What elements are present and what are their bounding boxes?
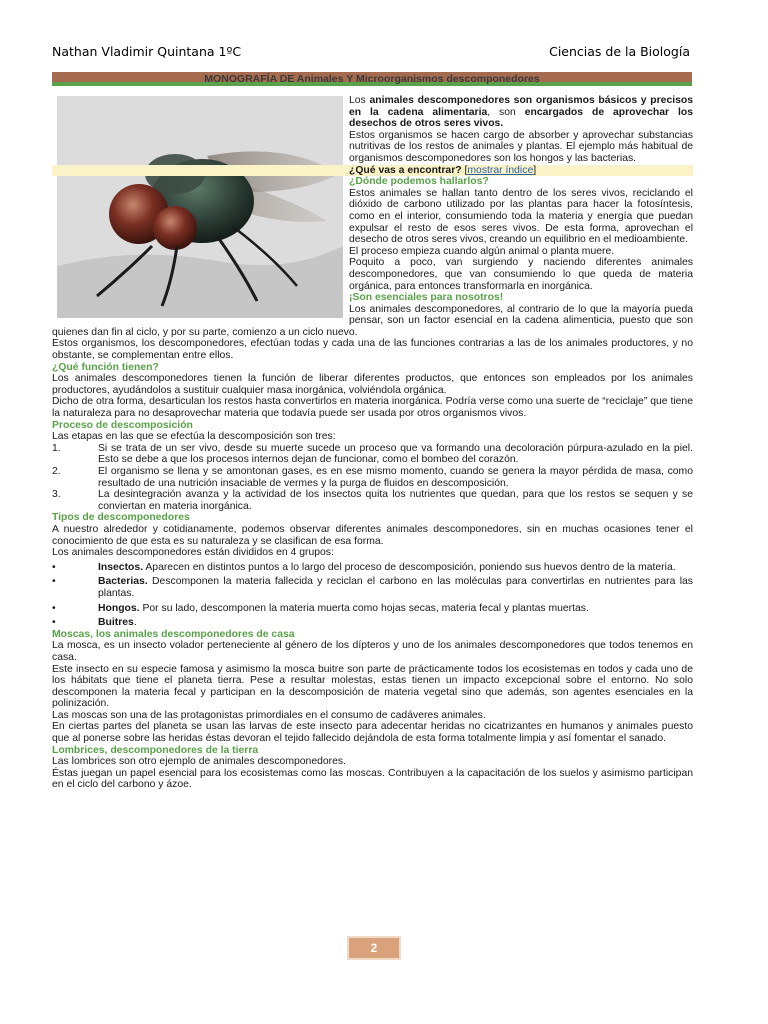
bullet-icon: • — [52, 602, 56, 614]
heading-donde: ¿Dónde podemos hallarlos? — [349, 176, 489, 188]
list-item: • Buitres. — [52, 617, 137, 629]
paragraph: Estos organismos, los descomponedores, efectúan todas y cada una de las funciones contrarias a las de los animales productores, y no obstante, se complementan entre ellos. — [52, 338, 693, 362]
paragraph: En ciertas partes del planeta se usan las larvas de este insecto para adecentar heridas no cicatrizantes en humanos y animales puesto que al ponerse sobre las heridas éstas devoran el tejido fallecido dejándola de esta forma totalmente limpia y así fomentar el sanado. — [52, 721, 693, 745]
paragraph: La mosca, es un insecto volador perteneciente al género de los dípteros y uno de los animales descomponedores que todos tenemos en casa. — [52, 640, 693, 663]
paragraph: Las etapas en las que se efectúa la descomposición son tres: — [52, 431, 336, 443]
heading-lombrices: Lombrices, descomponedores de la tierra — [52, 744, 259, 756]
paragraph: Poquito a poco, van surgiendo y naciendo diferentes animales descomponedores, que van consumiendo lo que queda de materia orgánica, para entonces transformarla en inorgánica. — [349, 257, 693, 292]
paragraph: Dicho de otra forma, desarticulan los restos hasta convertirlos en materia inorgánica. Podría verse como una suerte de “reciclaje” que tiene la naturaleza para no desaprovechar materia que todavía puede ser usada por otros organismos vivos. — [52, 396, 693, 420]
heading-funcion: ¿Qué función tienen? — [52, 361, 159, 373]
paragraph: Las lombrices son otro ejemplo de animales descomponedores. — [52, 756, 346, 768]
list-item: 3. La desintegración avanza y la actividad de los insectos quita los nutrientes que quedan, para que los restos se sequen y se conviertan en materia inorgánica. — [52, 489, 693, 512]
heading-proceso: Proceso de descomposición — [52, 419, 193, 431]
paragraph: Los animales descomponedores están divididos en 4 grupos: — [52, 547, 334, 559]
list-item: 2. El organismo se llena y se amontonan gases, es en ese mismo momento, cuando se genera la mayor pérdida de masa, como resultado de una nutrición insaciable de vermes y la purga de fluidos en descomposición. — [52, 466, 693, 489]
document-title: MONOGRAFÍA DE Animales Y Microorganismos descomponedores — [204, 73, 540, 85]
bullet-icon: • — [52, 576, 56, 588]
intro-paragraph-2: Estos organismos se hacen cargo de absorber y aprovechar substancias nutritivas de los restos de animales y plantas. El ejemplo más habitual de organismos descomponedores son los hongos y las bacterias. — [349, 129, 693, 164]
toc-toggle: ¿Qué vas a encontrar? [mostrar índice] — [52, 165, 693, 177]
paragraph: El proceso empieza cuando algún animal o planta muere. — [349, 245, 615, 257]
heading-esenciales: ¡Son esenciales para nosotros! — [349, 292, 504, 304]
page-number-badge: 2 — [347, 936, 401, 960]
intro-paragraph: Los animales descomponedores son organismos básicos y precisos en la cadena alimentaria, son encargados de aprovechar los desechos de otros seres vivos. — [349, 95, 694, 130]
heading-moscas: Moscas, los animales descomponedores de casa — [52, 628, 295, 640]
paragraph: Los animales descomponedores, al contrario de lo que la mayoría pueda pensar, son un factor esencial en la cadena alimenticia, puesto que son quienes dan fin al ciclo, y por su parte, comienzo a un ciclo nuevo. — [52, 303, 693, 338]
author-name: Nathan Vladimir Quintana 1ºC — [52, 44, 242, 59]
bullet-icon: • — [52, 561, 56, 573]
paragraph: Éstas juegan un papel esencial para los ecosistemas como las moscas. Contribuyen a la capacitación de los suelos y asimismo participan en el ciclo del carbono y ázoe. — [52, 767, 693, 791]
list-item: • Insectos. Aparecen en distintos puntos a lo largo del proceso de descomposición, poniendo sus huevos dentro de la materia. — [52, 561, 676, 573]
paragraph: Las moscas son una de las protagonistas primordiales en el consumo de cadáveres animales. — [52, 709, 486, 721]
list-item: • Hongos. Por su lado, descomponen la materia muerta como hojas secas, materia fecal y plantas muertas. — [52, 602, 589, 614]
paragraph: A nuestro alrededor y cotidianamente, podemos observar diferentes animales descomponedores, sin en muchas ocasiones tener el conocimiento de que esta es su naturaleza y se clasifican de esa forma. — [52, 523, 693, 547]
document-title-bar — [52, 72, 692, 86]
heading-tipos: Tipos de descomponedores — [52, 512, 190, 524]
show-index-link[interactable]: mostrar índice — [467, 164, 534, 176]
page-header — [52, 44, 690, 64]
subject-name: Ciencias de la Biología — [549, 44, 690, 59]
document-body — [52, 95, 693, 791]
paragraph: Estos animales se hallan tanto dentro de los seres vivos, reciclando el dióxido de carbono utilizado por las plantas para hacer la fotosíntesis, como en el interior, consumiendo toda la materia y energía que puedan expulsar el resto de esos seres vivos. De esta forma, aprovechan el desecho de otros seres vivos, creando un equilibrio en el medioambiente. — [349, 187, 693, 246]
bullet-icon: • — [52, 617, 56, 629]
list-item: 1. Si se trata de un ser vivo, desde su muerte sucede un proceso que va formando una decoloración púrpura-azulado en la piel. Esto se debe a que los procesos internos dejan de funcionar, como el bombeo del corazón. — [52, 442, 693, 466]
list-item: • Bacterias. Descomponen la materia fallecida y reciclan el carbono en las moléculas para convertirlas en nutrientes para las plantas. — [52, 576, 693, 599]
paragraph: Este insecto en su especie famosa y asimismo la mosca buitre son parte de prácticamente todos los ecosistemas en todos y cada uno de los hábitats que tiene el planeta tierra. Pese a resultar molestas, estas tienen un impacto excepcional sobre el entorno. No solo descomponen la materia fecal y participan en la descomposición de materia vegetal sino que además, son agentes esenciales en la polinización. — [52, 663, 693, 710]
paragraph: Los animales descomponedores tienen la función de liberar diferentes productos, que entonces son empleados por los animales productores, ayudándolos a sustituir cualquier masa inorgánica, volviéndola orgánica. — [52, 373, 693, 396]
